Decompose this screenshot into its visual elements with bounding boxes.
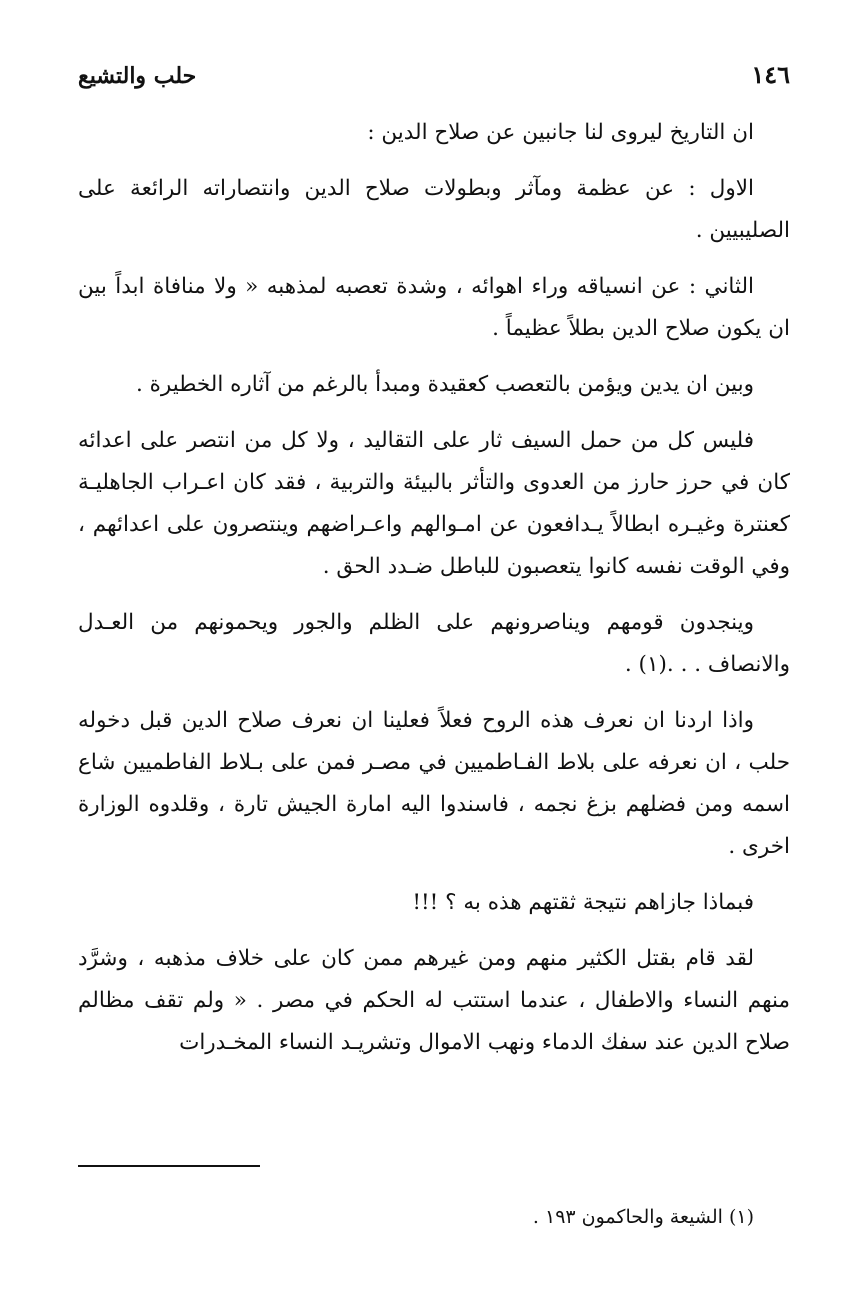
book-page bbox=[78, 60, 790, 1260]
paragraph: فبماذا جازاهم نتيجة ثقتهم هذه به ؟ !!! bbox=[412, 890, 754, 915]
paragraph: الثاني : عن انسياقه وراء اهوائه ، وشدة تعصبه لمذهبه « ولا منافاة ابداً بين ان يكون صلاح الدين بطلاً عظيماً . bbox=[78, 274, 790, 341]
paragraph: لقد قام بقتل الكثير منهم ومن غيرهم ممن كان على خلاف مذهبه ، وشرَّد منهم النساء والاطفال ، عندما استتب له الحكم في مصر . « ولم تقف مظالم صلاح الدين عند سفك الدماء ونهب الاموال وتشريـد النساء المخـدرات bbox=[78, 946, 790, 1055]
footnote-rule bbox=[78, 1165, 260, 1167]
paragraph: فليس كل من حمل السيف ثار على التقاليد ، ولا كل من انتصر على اعدائه كان في حرز حارز من العدوى والتأثر بالبيئة والتربية ، فقد كان اعـراب الجاهليـة كعنترة وغيـره ابطالاً يـدافعون عن امـوالهم واعـراضهم وينتصرون على اعدائهم ، وفي الوقت نفسه كانوا يتعصبون للباطل ضـدد الحق . bbox=[78, 428, 790, 579]
body-text bbox=[78, 112, 790, 1064]
paragraph: وينجدون قومهم ويناصرونهم على الظلم والجور ويحمونهم من العـدل والانصاف . . .(١) . bbox=[78, 610, 790, 677]
running-title: حلب والتشيع bbox=[78, 63, 197, 89]
paragraph: الاول : عن عظمة ومآثر وبطولات صلاح الدين وانتصاراته الرائعة على الصليبيين . bbox=[78, 176, 790, 243]
paragraph: وبين ان يدين ويؤمن بالتعصب كعقيدة ومبدأ بالرغم من آثاره الخطيرة . bbox=[135, 372, 754, 397]
page-header bbox=[78, 60, 790, 112]
footnote: (١) الشيعة والحاكمون ١٩٣ . bbox=[532, 1206, 754, 1228]
paragraph: ان التاريخ ليروى لنا جانبين عن صلاح الدين : bbox=[367, 120, 754, 145]
page-number: ١٤٦ bbox=[751, 60, 790, 89]
paragraph: واذا اردنا ان نعرف هذه الروح فعلاً فعلينا ان نعرف صلاح الدين قبل دخوله حلب ، ان نعرفه على بلاط الفـاطميين في مصـر فمن على بـلاط الفاطميين شاع اسمه ومن فضلهم بزغ نجمه ، فاسندوا اليه امارة الجيش تارة ، وقلدوه الوزارة اخرى . bbox=[78, 708, 790, 859]
